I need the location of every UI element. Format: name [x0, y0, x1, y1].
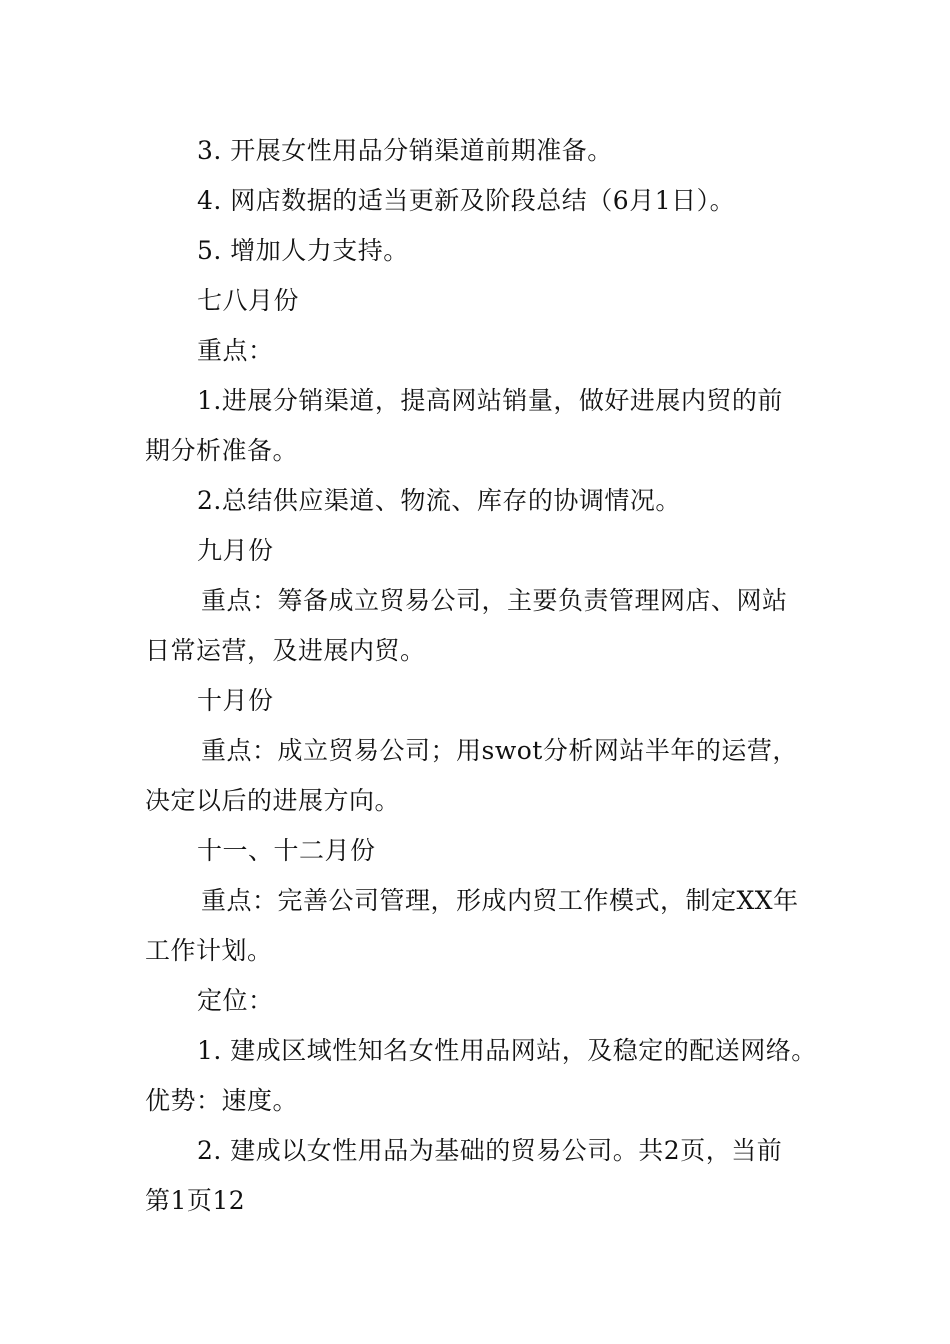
paragraph-line: 重点：筹备成立贸易公司，主要负责管理网店、网站 [201, 586, 788, 615]
paragraph-line: 5. 增加人力支持。 [197, 236, 409, 265]
page-footer: 第1页12 [145, 1186, 246, 1215]
paragraph-line: 重点：完善公司管理，形成内贸工作模式，制定XX年 [201, 886, 799, 915]
section-heading: 九月份 [197, 536, 274, 565]
paragraph-line: 1.进展分销渠道，提高网站销量，做好进展内贸的前 [197, 386, 783, 415]
paragraph-line: 重点：成立贸易公司；用swot分析网站半年的运营， [201, 736, 798, 765]
section-heading: 定位： [197, 986, 274, 1015]
paragraph-line: 1. 建成区域性知名女性用品网站，及稳定的配送网络。 [197, 1036, 817, 1065]
paragraph-line: 2.总结供应渠道、物流、库存的协调情况。 [197, 486, 681, 515]
paragraph-line-continued: 期分析准备。 [145, 436, 299, 465]
section-heading: 十月份 [197, 686, 274, 715]
paragraph-line-continued: 日常运营，及进展内贸。 [145, 636, 426, 665]
document-body [145, 126, 835, 1226]
paragraph-line: 3. 开展女性用品分销渠道前期准备。 [197, 136, 613, 165]
paragraph-line-continued: 决定以后的进展方向。 [145, 786, 401, 815]
focus-label: 重点： [197, 336, 274, 365]
section-heading: 十一、十二月份 [197, 836, 376, 865]
paragraph-line-continued: 工作计划。 [145, 936, 273, 965]
paragraph-line: 4. 网店数据的适当更新及阶段总结（6月1日）。 [197, 186, 736, 215]
paragraph-line-continued: 优势：速度。 [145, 1086, 299, 1115]
paragraph-line: 2. 建成以女性用品为基础的贸易公司。共2页，当前 [197, 1136, 783, 1165]
section-heading: 七八月份 [197, 286, 300, 315]
